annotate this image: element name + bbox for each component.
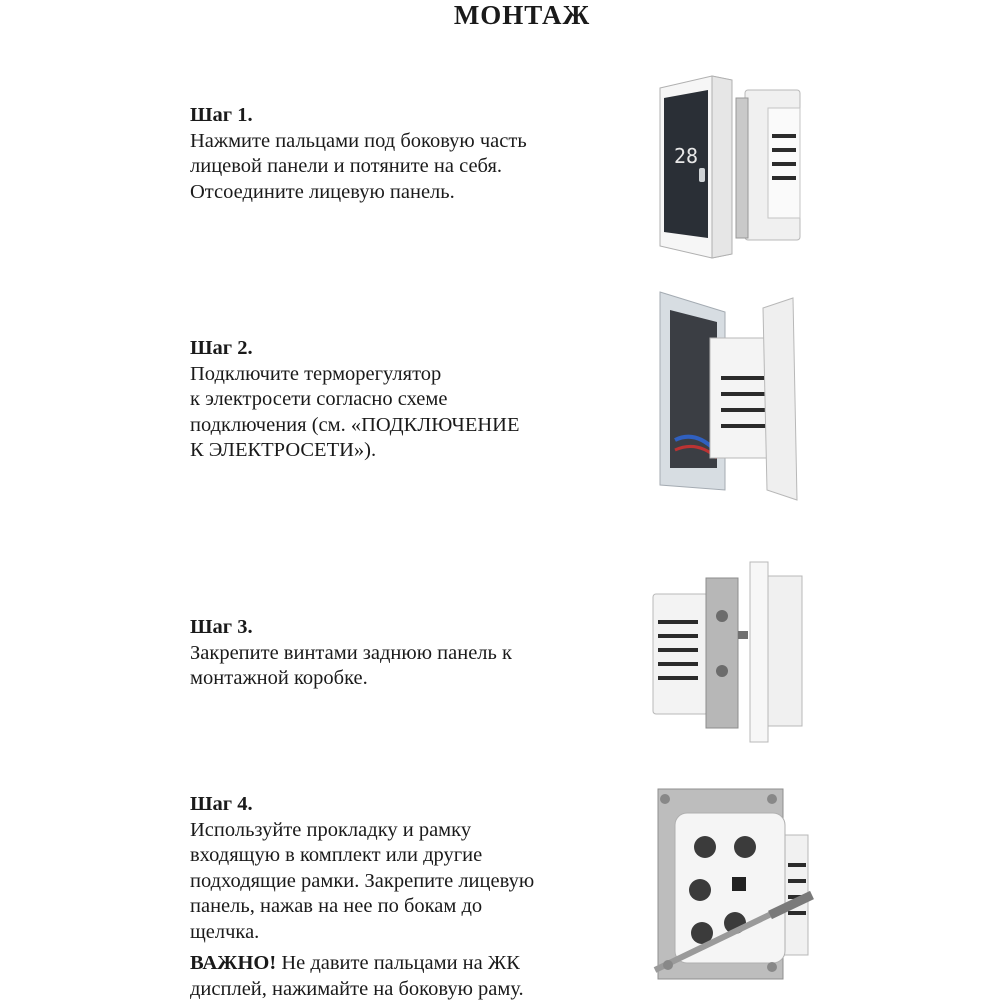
step-heading: Шаг 3.	[190, 615, 610, 641]
step-1	[190, 103, 610, 205]
step-text-line: к электросети согласно схеме	[190, 387, 610, 413]
step-text-line: лицевой панели и потяните на себя.	[190, 154, 610, 180]
step-text-line: Используйте прокладку и рамку	[190, 818, 610, 844]
step-text-line: Закрепите винтами заднюю панель к	[190, 641, 610, 667]
step-heading: Шаг 1.	[190, 103, 610, 129]
step-text-line: подключения (см. «ПОДКЛЮЧЕНИЕ	[190, 413, 610, 439]
svg-text:28: 28	[674, 144, 698, 168]
step-text-line: панель, нажав на нее по бокам до	[190, 894, 610, 920]
step-2	[190, 336, 610, 464]
step-text-line: Отсоедините лицевую панель.	[190, 180, 610, 206]
back-panel-side-view-icon	[648, 556, 808, 746]
step-text-line: К ЭЛЕКТРОСЕТИ»).	[190, 438, 610, 464]
step-text-line: щелчка.	[190, 920, 610, 946]
thermostat-in-wall-box-icon	[655, 290, 800, 505]
step-text-line: монтажной коробке.	[190, 666, 610, 692]
mounting-plate-screwdriver-icon	[650, 785, 815, 985]
step-heading: Шаг 2.	[190, 336, 610, 362]
step-text-line: Подключите терморегулятор	[190, 362, 610, 388]
note-text-line: Не давите пальцами на ЖК	[276, 952, 520, 974]
step-heading: Шаг 4.	[190, 792, 610, 818]
page-title: МОНТАЖ	[0, 0, 1000, 30]
step-text-line: подходящие рамки. Закрепите лицевую	[190, 869, 610, 895]
note-text-line: дисплей, нажимайте на боковую раму.	[190, 977, 610, 1002]
step-3	[190, 615, 610, 692]
step-4	[190, 792, 610, 1002]
step-text-line: Нажмите пальцами под боковую часть	[190, 129, 610, 155]
important-note	[190, 951, 610, 977]
step-text-line: входящую в комплект или другие	[190, 843, 610, 869]
thermostat-exploded-view-icon	[650, 68, 810, 263]
important-label: ВАЖНО!	[190, 952, 276, 974]
